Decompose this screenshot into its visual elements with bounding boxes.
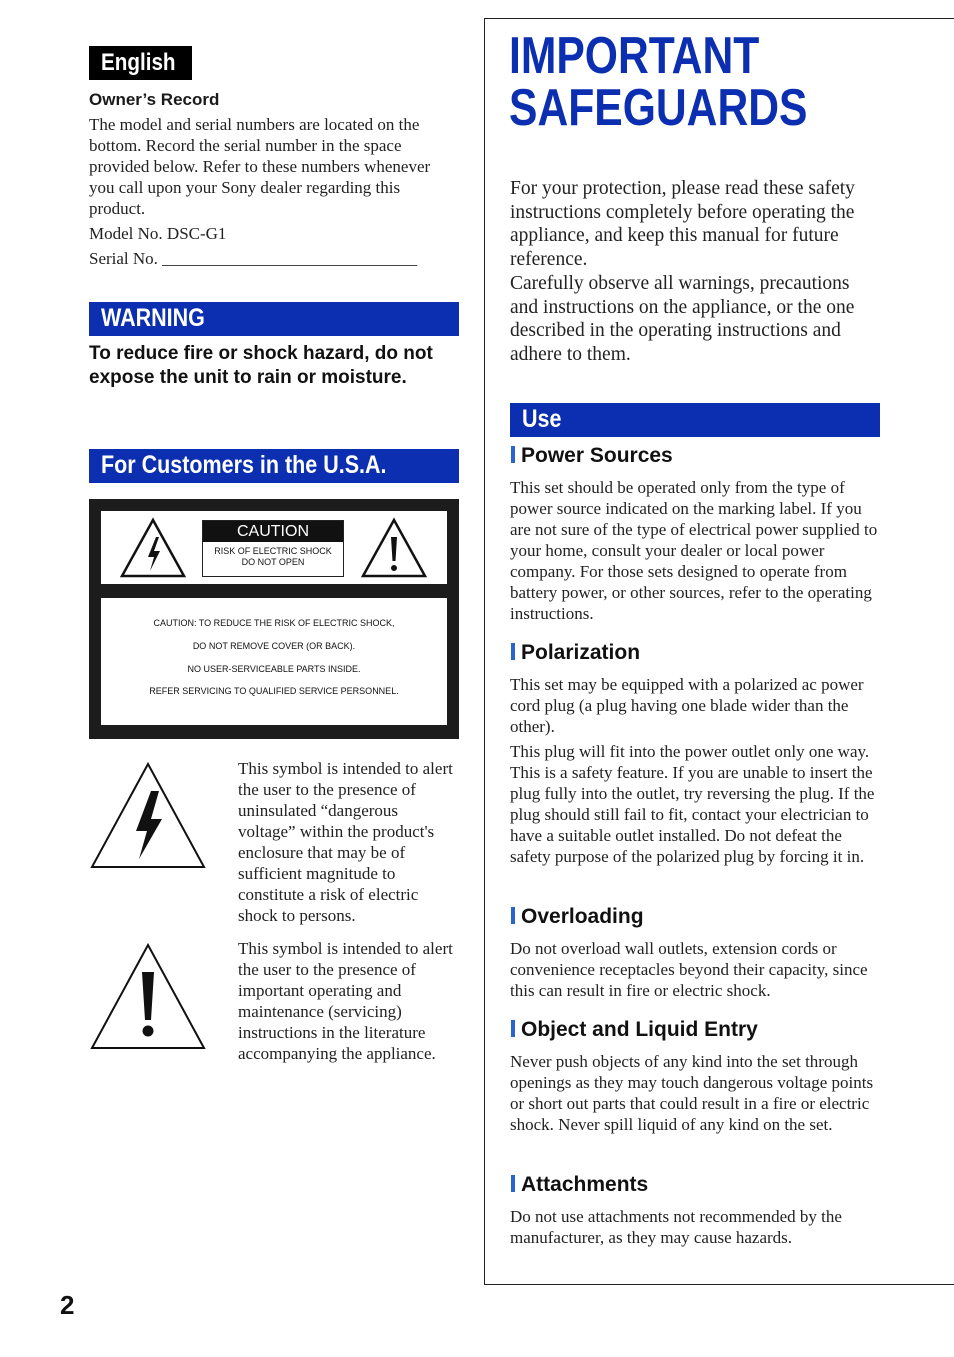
- symbol-2-text: This symbol is intended to alert the user to the presence of important operating and maintenance (servicing) instructions in the literature accompanying the appliance.: [238, 939, 453, 1063]
- caution-bottom-panel: [101, 598, 447, 725]
- page-number: 2: [60, 1290, 75, 1320]
- title-line-1: IMPORTANT: [509, 27, 760, 85]
- caution-line-1: CAUTION: TO REDUCE THE RISK OF ELECTRIC SHOCK,: [153, 618, 395, 628]
- intro-paragraph-1: For your protection, please read these safety instructions completely before operating the appliance, and keep this manual for future reference.: [510, 178, 855, 270]
- usa-heading-bar: [89, 449, 459, 483]
- section-body-overloading: Do not overload wall outlets, extension cords or convenience receptacles beyond their capacity, since this can result in fire or electric shock.: [510, 939, 868, 1000]
- section-heading-attachments: Attachments: [511, 1173, 648, 1197]
- section-marker: [511, 907, 515, 924]
- exclamation-mark-icon: [89, 942, 207, 1051]
- section-heading-object-liquid-entry: Object and Liquid Entry: [511, 1018, 758, 1042]
- title-line-2: SAFEGUARDS: [509, 79, 808, 137]
- section-body-polarization-2: This plug will fit into the power outlet only one way. This is a safety feature. If you are unable to insert the plug fully into the outlet, try reversing the plug. If the plug should still fail to fit, contact your electrician to have a suitable outlet installed. Do not defeat the safety purpose of the polarized plug by forcing it in.: [510, 742, 875, 866]
- owners-record-heading: Owner’s Record: [89, 90, 220, 109]
- symbol-1-text: This symbol is intended to alert the user to the presence of uninsulated “dangerous voltage” within the product's enclosure that may be of sufficient magnitude to constitute a risk of electric shock to persons.: [238, 759, 453, 925]
- warning-heading-bar: [89, 302, 459, 336]
- intro-paragraph-2: Carefully observe all warnings, precautions and instructions on the appliance, or the one described in the operating instructions and adhere to them.: [510, 273, 855, 365]
- section-heading-polarization: Polarization: [511, 641, 640, 665]
- section-marker: [511, 446, 515, 463]
- section-marker: [511, 1020, 515, 1037]
- section-body-power-sources: This set should be operated only from the type of power source indicated on the marking label. If you are not sure of the type of electrical power supplied to your home, consult your dealer or local power company. For those sets designed to operate from battery power, or other sources, refer to the operating instructions.: [510, 478, 878, 623]
- language-label: English: [101, 49, 176, 76]
- use-heading: Use: [522, 405, 562, 433]
- section-marker: [511, 1175, 515, 1192]
- caution-sub-2: DO NOT OPEN: [241, 557, 305, 567]
- owners-record-body: The model and serial numbers are located on the bottom. Record the serial number in the space provided below. Refer to these numbers whenever you call upon your Sony dealer regarding this product.: [89, 115, 431, 218]
- warning-heading: WARNING: [101, 304, 205, 332]
- section-body-polarization: This set may be equipped with a polarized ac power cord plug (a plug having one blade wider than the other).: [510, 675, 864, 736]
- lightning-bolt-icon: [89, 761, 207, 870]
- section-body-object-liquid-entry: Never push objects of any kind into the set through openings as they may touch dangerous voltage points or short out parts that could result in a fire or electric shock. Never spill liquid of any kind on the set.: [510, 1052, 874, 1134]
- serial-number: Serial No. ______________________________: [89, 249, 418, 268]
- warning-text: To reduce fire or shock hazard, do not expose the unit to rain or moisture.: [89, 343, 433, 388]
- caution-line-2: DO NOT REMOVE COVER (OR BACK).: [192, 641, 356, 651]
- section-marker: [511, 643, 515, 660]
- caution-label-image: [89, 499, 459, 739]
- use-heading-bar: [510, 403, 880, 437]
- caution-line-4: REFER SERVICING TO QUALIFIED SERVICE PERSONNEL.: [149, 686, 399, 696]
- usa-heading: For Customers in the U.S.A.: [101, 451, 387, 479]
- section-heading-power-sources: Power Sources: [511, 444, 673, 468]
- section-heading-overloading: Overloading: [511, 905, 644, 929]
- lightning-warning-icon: [119, 517, 187, 579]
- caution-top-panel: [101, 511, 447, 584]
- language-label-box: [89, 46, 192, 80]
- caution-sub-1: RISK OF ELECTRIC SHOCK: [214, 546, 332, 556]
- section-body-attachments: Do not use attachments not recommended by the manufacturer, as they may cause hazards.: [510, 1207, 842, 1247]
- caution-title: CAUTION: [203, 521, 343, 542]
- model-number: Model No. DSC-G1: [89, 224, 227, 243]
- exclamation-warning-icon: [360, 517, 428, 579]
- caution-line-3: NO USER-SERVICEABLE PARTS INSIDE.: [187, 664, 361, 674]
- caution-plate: [202, 520, 344, 577]
